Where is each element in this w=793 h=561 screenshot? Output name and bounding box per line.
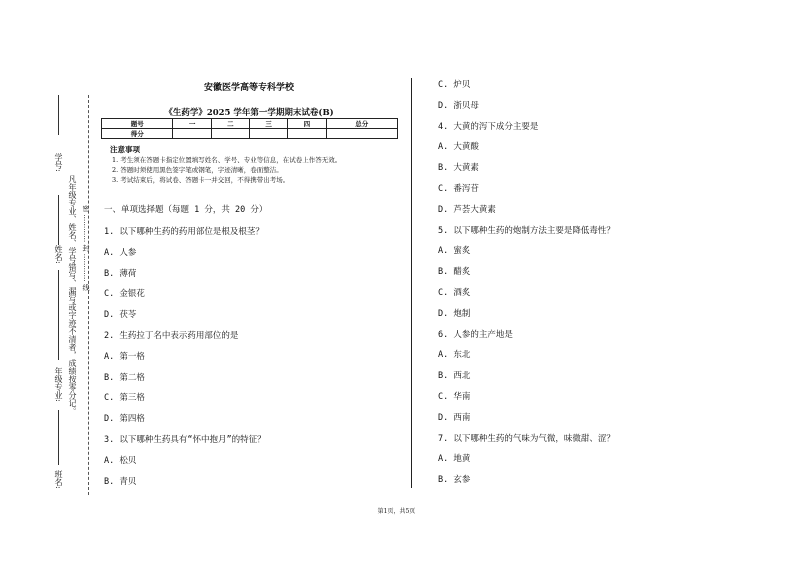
question-stem: 2. 生药拉丁名中表示药用部位的是	[104, 331, 239, 341]
table-cell: 三	[249, 119, 287, 129]
question-stem: 4. 大黄的泻下成分主要是	[438, 121, 539, 132]
question-option: A. 东北	[438, 350, 471, 361]
notice-item: 1. 考生须在答题卡指定位置填写姓名、学号、专业等信息，在试卷上作答无效。	[112, 156, 342, 164]
line	[58, 95, 59, 135]
line	[58, 195, 59, 245]
notice-item: 3. 考试结束后，将试卷、答题卡一并交回，不得携带出考场。	[112, 176, 290, 184]
notice-item: 2. 答题时须使用黑色签字笔或钢笔，字迹清晰，卷面整洁。	[112, 166, 283, 174]
question-option: D. 第四格	[104, 414, 145, 425]
name-label: 姓名:	[54, 245, 63, 264]
table-cell	[173, 129, 211, 139]
line	[58, 270, 59, 360]
question-option: D. 炮制	[438, 308, 471, 319]
question-option: B. 醋炙	[438, 267, 471, 278]
line	[58, 410, 59, 465]
binding-strip	[48, 95, 93, 495]
question-option: C. 炉贝	[438, 80, 471, 90]
table-cell	[288, 129, 326, 139]
binding-warning: 凡年级专业、姓名、学号错写、漏写或字迹不清者，成绩按零分记。	[68, 175, 77, 415]
question-option: D. 芦荟大黄素	[438, 204, 496, 215]
question-stem: 5. 以下哪种生药的炮制方法主要是降低毒性？	[438, 225, 615, 236]
question-option: B. 薄荷	[104, 268, 137, 279]
exam-title: 《生药学》2025 学年第一学期期末试卷(B)	[164, 108, 334, 118]
page-footer: 第1页，共5页	[377, 508, 416, 515]
question-option: A. 松贝	[104, 455, 137, 466]
seal-line-label: 密 ………… 封 ………… 线	[82, 205, 90, 291]
notice-heading: 注意事项	[110, 145, 140, 154]
school-name: 安徽医学高等专科学校	[203, 83, 294, 93]
major-label: 年级专业:	[54, 367, 63, 402]
question-option: B. 第二格	[104, 372, 145, 383]
question-option: C. 第三格	[104, 393, 145, 404]
question-stem: 3. 以下哪种生药具有“怀中抱月”的特征？	[104, 435, 266, 445]
column-divider	[411, 78, 412, 488]
question-stem: 6. 人参的主产地是	[438, 329, 513, 340]
question-option: D. 茯苓	[104, 310, 137, 321]
notice-box	[110, 145, 400, 185]
table-cell: 题号	[102, 119, 173, 129]
question-option: C. 番泻苷	[438, 184, 479, 194]
section-heading: 一、单项选择题（每题 1 分，共 20 分）	[104, 205, 268, 215]
table-cell: 得分	[102, 129, 173, 139]
question-option: B. 玄参	[438, 475, 471, 486]
question-option: C. 酒炙	[438, 288, 471, 298]
table-cell: 总分	[326, 119, 398, 129]
table-cell: 四	[288, 119, 326, 129]
question-option: A. 蜜炙	[438, 246, 471, 257]
table-cell	[211, 129, 249, 139]
question-option: C. 华南	[438, 392, 471, 402]
question-stem: 7. 以下哪种生药的气味为气微，味微甜、涩？	[438, 433, 615, 444]
table-row	[102, 119, 398, 129]
student-id-label: 学号:	[54, 153, 63, 172]
table-row	[102, 129, 398, 139]
left-column	[98, 76, 400, 118]
question-option: A. 第一格	[104, 351, 145, 362]
question-option: A. 地黄	[438, 454, 471, 465]
question-option: B. 西北	[438, 371, 471, 382]
question-option: A. 大黄酸	[438, 142, 479, 153]
table-cell	[249, 129, 287, 139]
table-cell: 一	[173, 119, 211, 129]
table-cell: 二	[211, 119, 249, 129]
question-option: A. 人参	[104, 247, 137, 258]
question-option: D. 浙贝母	[438, 100, 479, 111]
question-stem: 1. 以下哪种生药的药用部位是根及根茎？	[104, 227, 264, 237]
score-table	[101, 118, 398, 139]
question-option: D. 西南	[438, 412, 471, 423]
school-label: 班名:	[54, 470, 63, 489]
seal-dashed-line	[88, 95, 89, 495]
question-option: B. 青贝	[104, 476, 137, 487]
question-option: C. 金银花	[104, 289, 145, 300]
table-cell	[326, 129, 398, 139]
question-option: B. 大黄素	[438, 163, 479, 174]
